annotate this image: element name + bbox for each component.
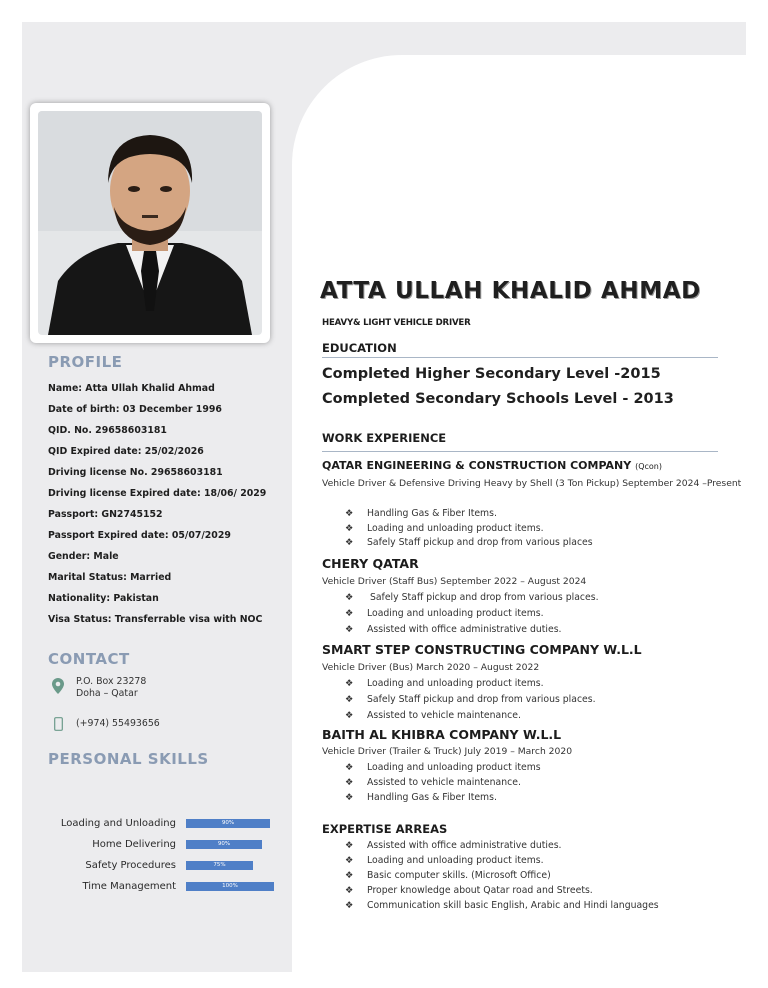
diamond-bullet-icon: ❖ — [345, 624, 354, 635]
job-1-company-note: (Qcon) — [635, 462, 662, 471]
expertise-bullet-2: ❖ Loading and unloading product items. — [345, 855, 544, 866]
job-2-bullet-2: ❖ Loading and unloading product items. — [345, 608, 544, 619]
job-4-role: Vehicle Driver (Trailer & Truck) July 2019 – March 2020 — [322, 746, 573, 757]
job-3-company: SMART STEP CONSTRUCTING COMPANY W.L.L — [322, 642, 642, 657]
expertise-bullet-5: ❖ Communication skill basic English, Arabic and Hindi languages — [345, 900, 659, 911]
contact-address-line1: P.O. Box 23278 — [76, 676, 147, 687]
diamond-bullet-icon: ❖ — [345, 777, 354, 788]
job-2-company: CHERY QATAR — [322, 556, 419, 571]
work-heading: WORK EXPERIENCE — [322, 431, 447, 445]
skill-label: Time Management — [82, 881, 176, 892]
profile-visa: Visa Status: Transferrable visa with NOC — [48, 614, 263, 625]
skill-label: Safety Procedures — [85, 860, 176, 871]
education-heading: EDUCATION — [322, 341, 397, 355]
profile-qid-expiry: QID Expired date: 25/02/2026 — [48, 446, 204, 457]
job-3-bullet-1: ❖ Loading and unloading product items. — [345, 678, 544, 689]
job-3-bullet-2: ❖ Safely Staff pickup and drop from various places. — [345, 694, 596, 705]
diamond-bullet-icon: ❖ — [345, 900, 354, 911]
work-divider — [322, 451, 718, 452]
profile-gender: Gender: Male — [48, 551, 119, 562]
diamond-bullet-icon: ❖ — [345, 855, 354, 866]
job-4-bullet-1: ❖ Loading and unloading product items — [345, 762, 541, 773]
diamond-bullet-icon: ❖ — [345, 508, 354, 519]
candidate-name: ATTA ULLAH KHALID AHMAD — [320, 278, 701, 304]
expertise-heading: EXPERTISE ARREAS — [322, 822, 448, 836]
profile-dob: Date of birth: 03 December 1996 — [48, 404, 222, 415]
job-3-bullet-3: ❖ Assisted to vehicle maintenance. — [345, 710, 521, 721]
diamond-bullet-icon: ❖ — [345, 537, 354, 548]
expertise-bullet-4: ❖ Proper knowledge about Qatar road and Streets. — [345, 885, 593, 896]
skill-bar-fill: 75% — [186, 861, 253, 870]
profile-photo — [38, 111, 262, 335]
profile-license: Driving license No. 29658603181 — [48, 467, 223, 478]
profile-photo-frame — [30, 103, 270, 343]
expertise-bullet-1: ❖ Assisted with office administrative duties. — [345, 840, 562, 851]
job-2-bullet-1: ❖ Safely Staff pickup and drop from various places. — [345, 592, 599, 603]
profile-qid: QID. No. 29658603181 — [48, 425, 167, 436]
job-4-bullet-2: ❖ Assisted to vehicle maintenance. — [345, 777, 521, 788]
job-1-bullet-2: ❖ Loading and unloading product items. — [345, 523, 544, 534]
skill-label: Home Delivering — [92, 839, 176, 850]
job-1-company-name: QATAR ENGINEERING & CONSTRUCTION COMPANY — [322, 459, 632, 472]
diamond-bullet-icon: ❖ — [345, 792, 354, 803]
contact-heading: CONTACT — [48, 650, 130, 668]
skill-label: Loading and Unloading — [60, 818, 176, 829]
location-pin-icon — [52, 678, 64, 698]
diamond-bullet-icon: ❖ — [345, 592, 354, 603]
diamond-bullet-icon: ❖ — [345, 523, 354, 534]
diamond-bullet-icon: ❖ — [345, 710, 354, 721]
diamond-bullet-icon: ❖ — [345, 870, 354, 881]
candidate-title: HEAVY& LIGHT VEHICLE DRIVER — [322, 318, 471, 328]
skill-bar-fill: 90% — [186, 819, 270, 828]
diamond-bullet-icon: ❖ — [345, 608, 354, 619]
job-2-bullet-3: ❖ Assisted with office administrative duties. — [345, 624, 562, 635]
education-divider — [322, 357, 718, 358]
skill-bar — [186, 819, 270, 828]
profile-heading: PROFILE — [48, 353, 123, 371]
diamond-bullet-icon: ❖ — [345, 694, 354, 705]
skill-bar — [186, 882, 270, 891]
profile-passport-expiry: Passport Expired date: 05/07/2029 — [48, 530, 231, 541]
diamond-bullet-icon: ❖ — [345, 762, 354, 773]
profile-marital: Marital Status: Married — [48, 572, 172, 583]
profile-passport: Passport: GN2745152 — [48, 509, 163, 520]
job-1-bullet-1: ❖ Handling Gas & Fiber Items. — [345, 508, 497, 519]
diamond-bullet-icon: ❖ — [345, 840, 354, 851]
contact-phone: (+974) 55493656 — [76, 718, 160, 729]
job-4-bullet-3: ❖ Handling Gas & Fiber Items. — [345, 792, 497, 803]
job-1-company — [322, 459, 662, 472]
profile-license-expiry: Driving license Expired date: 18/06/ 2029 — [48, 488, 267, 499]
profile-nationality: Nationality: Pakistan — [48, 593, 159, 604]
job-4-company: BAITH AL KHIBRA COMPANY W.L.L — [322, 727, 562, 742]
diamond-bullet-icon: ❖ — [345, 678, 354, 689]
skill-bar — [186, 840, 270, 849]
job-1-bullet-3: ❖ Safely Staff pickup and drop from various places — [345, 537, 593, 548]
person-photo-icon — [38, 111, 262, 335]
skill-bar-fill: 90% — [186, 840, 262, 849]
contact-address-line2: Doha – Qatar — [76, 688, 138, 699]
skill-bar-fill: 100% — [186, 882, 274, 891]
job-2-role: Vehicle Driver (Staff Bus) September 2022 – August 2024 — [322, 576, 587, 587]
expertise-bullet-3: ❖ Basic computer skills. (Microsoft Office) — [345, 870, 551, 881]
skill-bar — [186, 861, 270, 870]
phone-icon — [54, 716, 63, 735]
education-line-2: Completed Secondary Schools Level - 2013 — [322, 391, 674, 407]
job-3-role: Vehicle Driver (Bus) March 2020 – August 2022 — [322, 662, 540, 673]
profile-name: Name: Atta Ullah Khalid Ahmad — [48, 383, 215, 394]
education-line-1: Completed Higher Secondary Level -2015 — [322, 366, 661, 382]
skills-heading: PERSONAL SKILLS — [48, 750, 209, 768]
diamond-bullet-icon: ❖ — [345, 885, 354, 896]
job-1-role: Vehicle Driver & Defensive Driving Heavy by Shell (3 Ton Pickup) September 2024 –Present — [322, 478, 742, 489]
